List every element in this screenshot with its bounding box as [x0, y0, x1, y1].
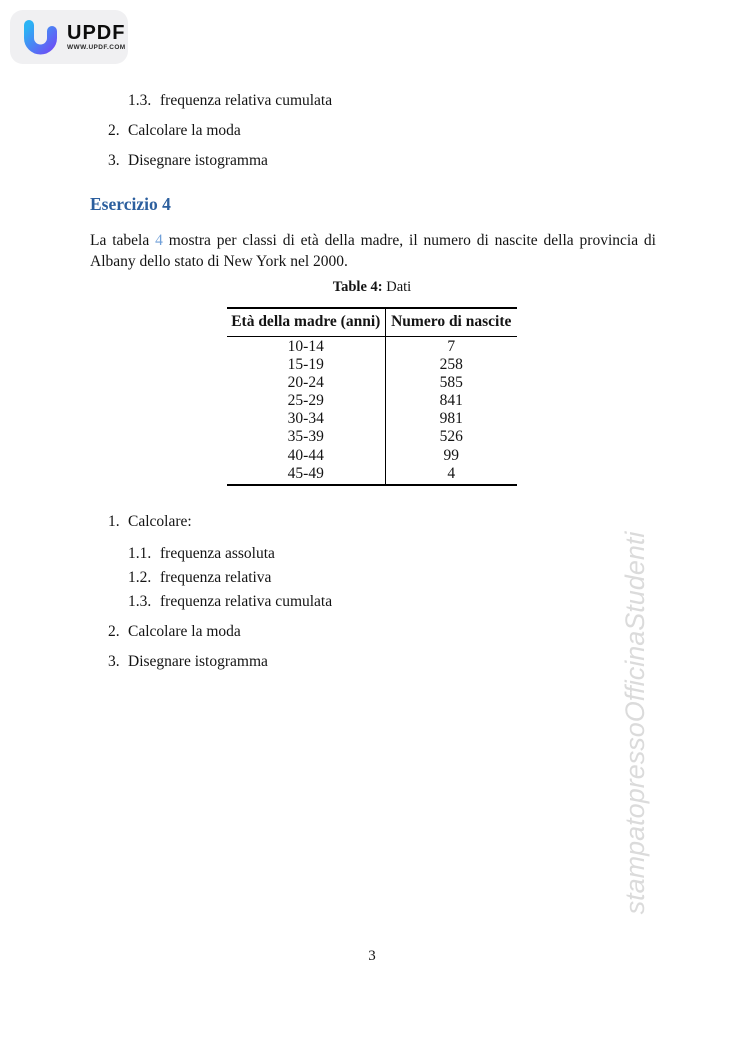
births-count-cell: 981 [439, 410, 463, 428]
item-text: Calcolare la moda [128, 623, 241, 640]
paragraph-text-after: mostra per classi di età della madre, il numero di nascite della provincia di Albany dello stato di New York nel 2000. [90, 232, 656, 271]
table-row [227, 465, 517, 485]
column-header-age: Età della madre (anni) [227, 308, 385, 337]
item-text: Calcolare la moda [128, 122, 241, 139]
age-class-cell: 30-34 [227, 410, 385, 428]
list-item [0, 120, 744, 141]
item-text: frequenza relativa [160, 569, 272, 586]
births-count-cell: 526 [439, 428, 463, 446]
item-marker: 1.1. [128, 545, 152, 562]
table-row [227, 356, 517, 374]
item-marker: 3. [108, 152, 120, 169]
table-row [227, 392, 517, 410]
table-caption-label: Table 4: [332, 279, 383, 295]
table-row [227, 410, 517, 428]
item-marker: 2. [108, 623, 120, 640]
item-text: frequenza relativa cumulata [160, 593, 333, 610]
age-class-cell: 40-44 [227, 447, 385, 465]
table-row [227, 374, 517, 392]
item-text: Disegnare istogramma [128, 653, 268, 670]
updf-logo-badge [10, 10, 128, 64]
item-text: Disegnare istogramma [128, 152, 268, 169]
births-count-cell: 99 [443, 446, 459, 464]
age-class-cell: 35-39 [227, 428, 385, 446]
item-text: frequenza assoluta [160, 545, 275, 562]
table-row [227, 337, 517, 357]
item-marker: 2. [108, 122, 120, 139]
print-watermark-text: stampatopressoOfficinaStudenti [620, 531, 650, 915]
section-heading: Esercizio 4 [90, 194, 171, 214]
column-header-births: Numero di nascite [385, 308, 517, 337]
table-row [227, 428, 517, 446]
item-marker: 1.3. [128, 593, 152, 610]
births-count-cell: 7 [447, 338, 456, 355]
age-class-cell: 20-24 [227, 374, 385, 392]
table-caption-text: Dati [382, 279, 412, 295]
table-reference-link[interactable]: 4 [155, 232, 163, 249]
updf-website-text: WWW.UPDF.COM [67, 44, 126, 51]
item-text: frequenza relativa cumulata [160, 92, 333, 109]
age-class-cell: 45-49 [227, 465, 385, 485]
exercise3-task-list [0, 90, 744, 171]
age-class-cell: 10-14 [227, 337, 385, 357]
page-number: 3 [368, 948, 376, 964]
table-header-row [227, 308, 517, 337]
item-marker: 1. [108, 513, 120, 530]
births-count-cell: 4 [447, 464, 456, 482]
paragraph-text-before: La tabela [90, 232, 156, 249]
births-count-cell: 258 [439, 356, 463, 374]
item-marker: 1.2. [128, 569, 152, 586]
item-text: Calcolare: [128, 513, 192, 530]
intro-paragraph [90, 230, 656, 273]
age-class-cell: 15-19 [227, 356, 385, 374]
list-item [0, 150, 744, 171]
item-marker: 1.3. [128, 92, 152, 109]
births-count-cell: 585 [439, 374, 463, 392]
list-item [0, 90, 744, 111]
updf-brand-text: UPDF [67, 22, 126, 44]
births-count-cell: 841 [439, 392, 463, 410]
table-caption [227, 279, 517, 296]
updf-logo-icon [22, 19, 60, 55]
births-data-table [227, 307, 517, 486]
item-marker: 3. [108, 653, 120, 670]
table-row [227, 447, 517, 465]
age-class-cell: 25-29 [227, 392, 385, 410]
